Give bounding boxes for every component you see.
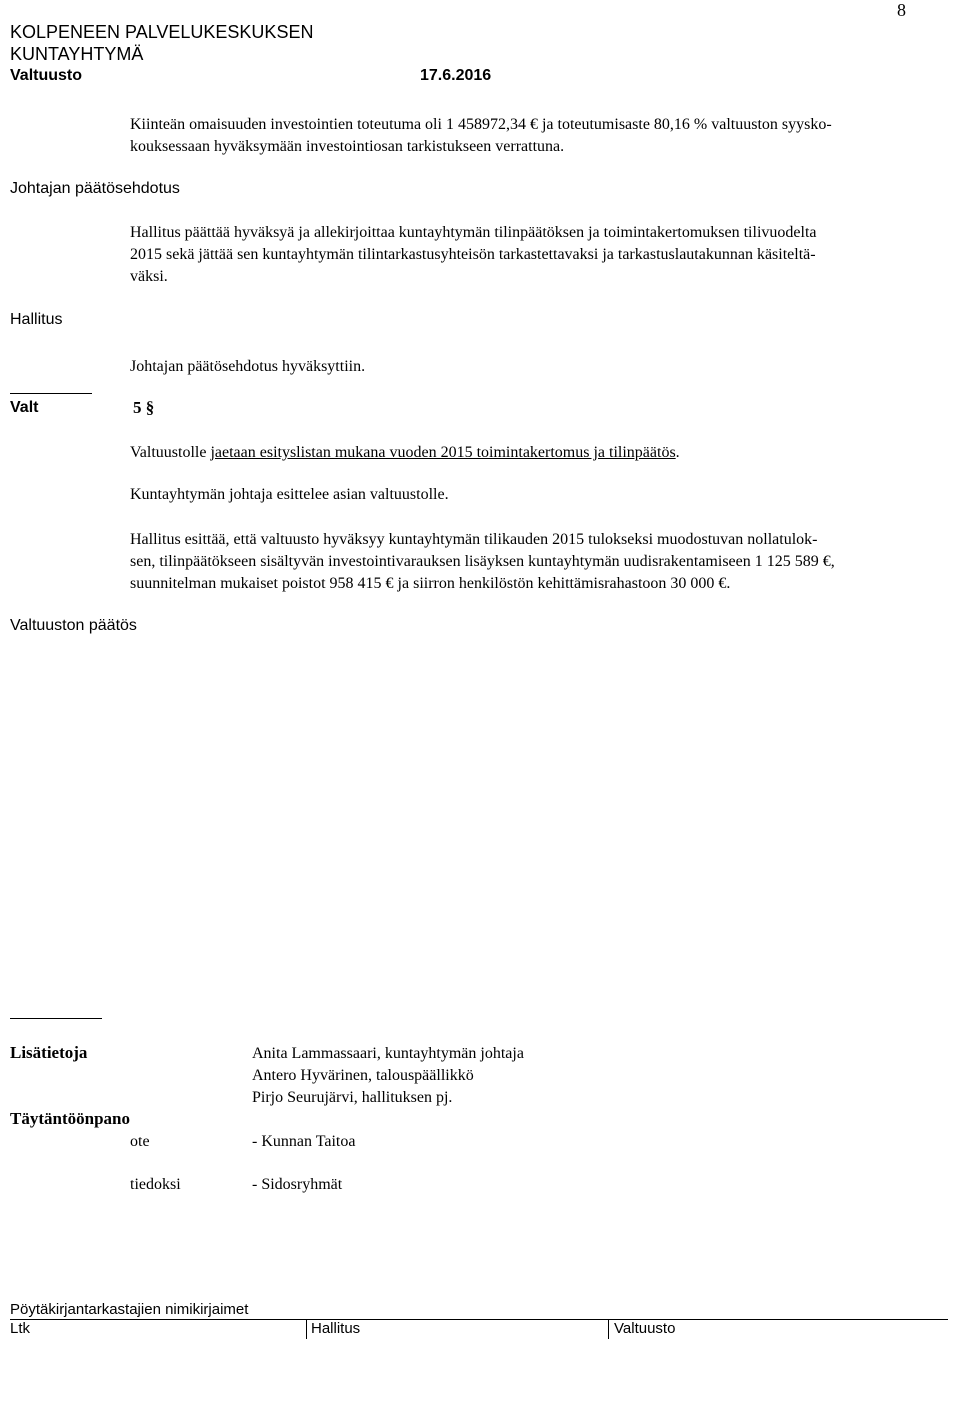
intro-paragraph [130,114,948,158]
footer-title: Pöytäkirjantarkastajien nimikirjaimet [10,1301,249,1318]
page-number: 8 [897,0,906,20]
meeting-body: Valtuusto [10,67,83,84]
organization-name [10,21,313,65]
proposal-line-1: Hallitus päättää hyväksyä ja allekirjoittaa kuntayhtymän tilinpäätöksen ja toimintakertomuksen tilivuodelta [130,224,817,241]
section-label: Valt [10,399,39,416]
proposal-line-3: väksi. [130,268,168,285]
contact-item: Antero Hyvärinen, talouspäällikkö [252,1067,474,1084]
intro-line-2: kouksessaan hyväksymään investointiosan tarkistukseen verrattuna. [130,138,565,155]
footer-rule [10,1319,948,1320]
ote-label: ote [130,1133,150,1150]
org-line-1: KOLPENEEN PALVELUKESKUKSEN [10,22,314,42]
council-decision-label: Valtuuston päätös [10,617,137,634]
section-proposal-line-1: Hallitus esittää, että valtuusto hyväksyy kuntayhtymän tilikauden 2015 tulokseksi muodostuvan nollatulok- [130,531,818,548]
footer-col-ltk: Ltk [10,1320,31,1337]
footer-col-valtuusto: Valtuusto [614,1320,676,1337]
section-number: 5 § [133,398,155,417]
section-proposal [130,529,948,595]
section-proposal-line-3: suunnitelman mukaiset poistot 958 415 € ja siirron henkilöstön kehittämisrahastoon 30 000 €. [130,575,731,592]
info-label: Lisätietoja [10,1043,88,1062]
section-intro [130,442,680,464]
section-intro-suffix: . [675,444,680,461]
ote-value: - Kunnan Taitoa [252,1133,356,1150]
footer-divider [608,1319,609,1339]
footer-divider [306,1319,307,1339]
contact-item: Pirjo Seurujärvi, hallituksen pj. [252,1089,453,1106]
intro-line-1: Kiinteän omaisuuden investointien toteutuma oli 1 458972,34 € ja toteutumisaste 80,16 % valtuuston syysko- [130,116,832,133]
proposal-line-2: 2015 sekä jättää sen kuntayhtymän tilintarkastusyhteisön tarkastettavaksi ja tarkastuslautakunnan käsiteltä- [130,246,816,263]
contact-item: Anita Lammassaari, kuntayhtymän johtaja [252,1045,524,1062]
tiedoksi-label: tiedoksi [130,1176,181,1193]
board-label: Hallitus [10,311,63,328]
org-line-2: KUNTAYHTYMÄ [10,44,144,64]
proposal-paragraph [130,222,948,288]
section-intro-prefix: Valtuustolle [130,444,211,461]
meeting-date: 17.6.2016 [420,67,492,84]
proposal-label: Johtajan päätösehdotus [10,180,180,197]
info-separator [10,1018,102,1019]
section-presenter: Kuntayhtymän johtaja esittelee asian valtuustolle. [130,486,449,503]
enforcement-label: Täytäntöönpano [10,1109,130,1128]
footer-col-hallitus: Hallitus [311,1320,361,1337]
section-proposal-line-2: sen, tilinpäätökseen sisältyvän investointivarauksen lisäyksen kuntayhtymän uudisrakentamiseen 1 125 589 €, [130,553,835,570]
info-contacts [252,1043,524,1109]
section-separator [10,393,92,394]
board-decision: Johtajan päätösehdotus hyväksyttiin. [130,358,366,375]
tiedoksi-value: - Sidosryhmät [252,1176,343,1193]
section-intro-underlined: jaetaan esityslistan mukana vuoden 2015 toimintakertomus ja tilinpäätös [210,444,676,461]
